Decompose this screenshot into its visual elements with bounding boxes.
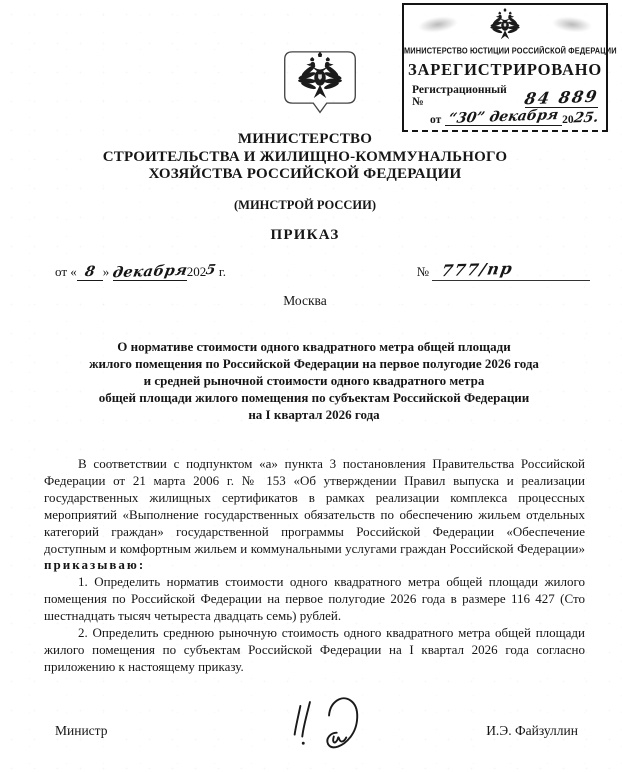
stamp-date-underline [445,107,562,127]
ministry-name-line1: МИНИСТЕРСТВО [237,131,373,147]
order-title-line3: и средней рыночной стоимости одного квадратного метра [143,373,485,388]
order-date-month-underline [110,261,189,282]
order-date-month: декабря [110,261,189,282]
order-title-line1: О нормативе стоимости одного квадратного метра общей площади [117,339,511,354]
order-number-underline [432,258,590,281]
date-number-row [55,258,590,282]
minister-signature-icon [287,692,373,760]
document-type-label: ПРИКАЗ [270,227,340,243]
stamp-reg-number-label: Регистрационный № [412,84,507,108]
stamp-registered-label: ЗАРЕГИСТРИРОВАНО [407,60,603,79]
order-body [44,456,585,676]
item-2-paragraph: 2. Определить среднюю рыночную стоимость одного квадратного метра общей площади жилого помещения по субъектам Российской Федерации на I квартал 2026 года согласно приложению к настоящему приказу. [44,625,585,674]
order-date-year-digit: 5 [204,261,218,279]
order-date-year-suffix: г. [218,264,226,279]
preamble-paragraph [44,456,585,574]
order-date-year-printed: 202 [186,264,207,279]
stamp-reg-number-underline [522,86,600,109]
decree-word: приказываю: [44,557,146,573]
order-title [30,338,598,423]
stamp-ministry-name: МИНИСТЕРСТВО ЮСТИЦИИ РОССИЙСКОЙ ФЕДЕРАЦИИ [404,45,617,56]
order-title-line4: общей площади жилого помещения по субъектам Российской Федерации [98,390,530,405]
order-date-close-quote: » [102,264,110,279]
stamp-year-printed: 20 [562,114,574,126]
order-title-line2: жилого помещения по Российской Федерации на первое полугодие 2026 года [89,356,539,371]
stamp-date-value: “30” декабря [447,107,560,127]
ministry-name-line3: ХОЗЯЙСТВА РОССИЙСКОЙ ФЕДЕРАЦИИ [148,166,462,183]
order-number [416,258,590,281]
stamp-smudge-icon [551,15,592,34]
stamp-smudge-icon [417,14,459,34]
stamp-date-prefix: от [430,114,442,126]
city-name: Москва [283,293,327,308]
order-date-prefix: от « [55,264,77,279]
stamp-registration-number-line [404,84,606,108]
coat-of-arms-icon [278,48,362,128]
stamp-year-handwritten: 25. [572,109,600,127]
stamp-reg-number-value: 84 889 [522,86,600,109]
ministry-short-name: (МИНСТРОЙ РОССИИ) [233,198,376,212]
preamble-text: В соответствии с подпунктом «а» пункта 3 постановления Правительства Российской Федерации от 21 марта 2006 г. № 153 «Об утверждении Правил выпуска и реализации государственных жилищных сертификатов в рамках реализации комплекса процессных мероприятий «Выполнение государственных обязательств по обеспечению жильем отдельных категорий граждан» государственной программы Российской Федерации «Обеспечение доступным и комфортным жильем и коммунальными услугами граждан Российской Федерации» [44,456,585,556]
justice-ministry-eagle-icon [487,7,523,42]
order-date [55,263,226,281]
order-number-sign: № [416,264,429,279]
stamp-date-line [404,107,606,127]
order-title-line5: на I квартал 2026 года [248,407,380,422]
stamp-header [404,5,606,43]
ministry-heading [0,131,610,184]
order-date-day: 8 [83,263,97,281]
minister-position-label: Министр [55,723,108,738]
ministry-name-line2: СТРОИТЕЛЬСТВА И ЖИЛИЩНО-КОММУНАЛЬНОГО [102,148,508,165]
order-number-value: 777/пр [440,258,515,281]
minister-name: И.Э. Файзуллин [486,723,578,738]
item-1-paragraph: 1. Определить норматив стоимости одного квадратного метра общей площади жилого помещения по Российской Федерации на первое полугодие 2026 года в размере 116 427 (Сто шестнадцать тысяч четыреста двадцать семь) рублей. [44,574,585,624]
registration-stamp [402,3,617,132]
order-date-day-underline [77,264,103,281]
